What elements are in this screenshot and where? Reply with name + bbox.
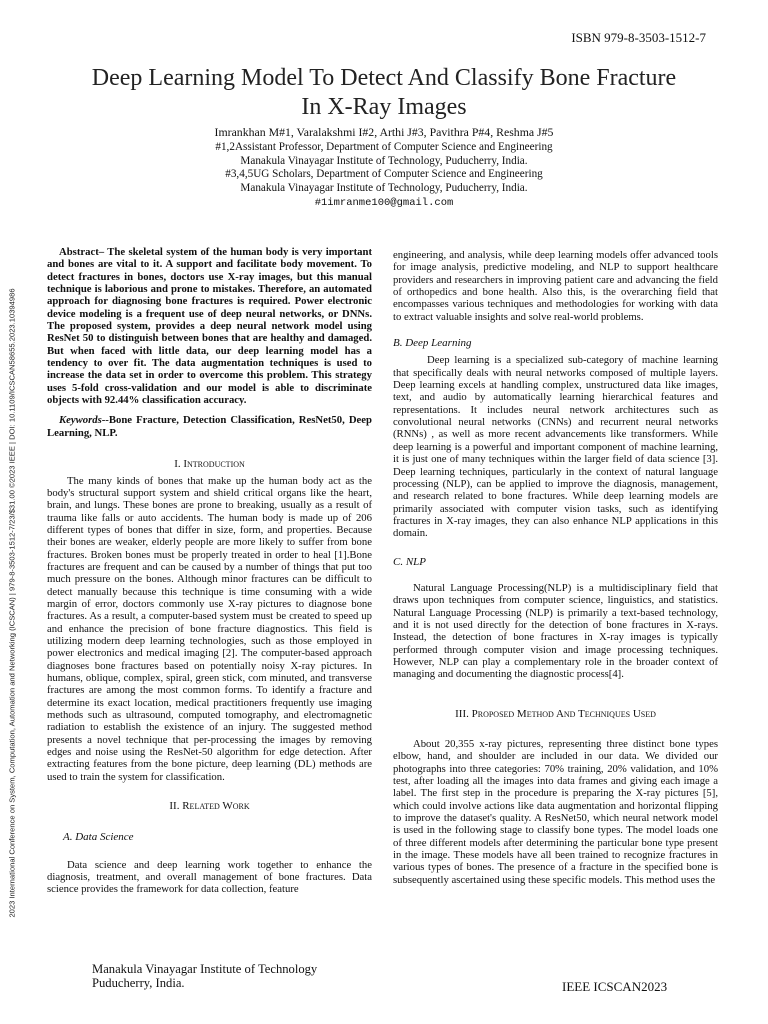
footer-institution-line-1: Manakula Vinayagar Institute of Technology [92,962,318,976]
affiliation-1: #1,2Assistant Professor, Department of Computer Science and Engineering [215,141,553,153]
author-list: Imrankhan M#1, Varalakshmi I#2, Arthi J#3, Pavithra P#4, Reshma J#5 [214,125,554,139]
right-column [393,249,718,886]
subsection-heading-deep-learning: B. Deep Learning [393,337,472,350]
title-line-1: Deep Learning Model To Detect And Classify Bone Fracture [91,65,677,91]
side-citation-text: 2023 International Conference on System, Computation, Automation and Networking (ICSCAN) | 979-8-3503-1512-7/23/$31.00 ©2023 IEEE | DOI: 10.1109/ICSCAN58655.2023.10394986 [7,288,17,918]
nlp-paragraph: Natural Language Processing(NLP) is a multidisciplinary field that draws upon techniques from computer science, linguistics, and statistics. Natural Language Processing (NLP) is primarily a text-based technology, and it is not used directly for the detection of bone fractures in X-rays. Instead, the detection of bone fractures in X-ray images is typically performed through computer vision and image processing techniques. However, NLP can play a complementary role in the broader context of managing and documenting the diagnostic process[4]. [393,581,718,681]
affiliation-4: Manakula Vinayagar Institute of Technology, Puducherry, India. [240,182,528,194]
keywords-label: Keywords [59,414,102,427]
section-heading-related-work: II. Related Work [169,800,250,813]
section-heading-introduction: I. Introduction [174,458,245,471]
proposed-method-paragraph: About 20,355 x-ray pictures, representing three distinct bone types elbow, hand, and shoulder are included in our data. We divided our photographs into three categories: 70% training, 20% validation, and 10% test, after loading all the images into data frames and giving each image a label. The first step in the procedure is preparing the X-ray pictures [5], which could involve actions like data augmentation and horizontal flipping to improve the dataset's quality. A ResNet50, which neural network model is used in the following stage to classify bone types. The model loads one of three different models after determining the particular bone type present in the image. These models have all been trained to recognize fractures in various types of bones. The presence of a fracture in the specified bone is subsequently ascertained using these specific models. This method uses the [393,738,718,886]
left-column [47,246,372,896]
section-heading-proposed-method: III. Proposed Method And Techniques Used [455,707,656,720]
footer-conference: IEEE ICSCAN2023 [562,979,668,994]
footer-institution [92,962,317,990]
affiliation-2: Manakula Vinayagar Institute of Technology, Puducherry, India. [240,155,528,167]
side-citation-strip [5,0,19,1024]
title-line-2: In X-Ray Images [301,94,467,120]
contact-email [40,195,728,210]
data-science-paragraph: Data science and deep learning work together to enhance the diagnosis, treatment, and overall management of bone fractures. Data science provides the framework for data collection, feature [47,858,372,896]
introduction-paragraph: The many kinds of bones that make up the human body act as the body's structural support system and shield critical organs like the heart, brain, and lungs. These bones are prone to breaking, usually as a result of trauma like falls or auto accidents. The human body is made up of 206 different types of bones that differ in size, form, and properties. Because their bones are weaker, elderly people are more likely to suffer from bone fractures. Broken bones must be properly treated in order to heal [1].Bone fractures are frequent and can be caused by a number of things that put too much pressure on the bones. Although minor fractures can be difficult to detect manually because this technique is time consuming with a wide margin of error, doctors commonly use X-ray pictures to diagnose bone fractures. As a result, a computer-based system must be created to speed up and enhance the precision of bone fracture diagnostics. This field is utilizing modern deep learning technologies, such as those employed in power electronics and medical imaging [2]. The computer-based approach diagnoses bone fractures based on potentially noisy X-ray pictures. In humans, oblique, complex, spiral, green stick, com minuted, and transverse fractures are among the most common forms. To identify a fracture and determine its exact location, medical practitioners frequently use imaging methods such as ultrasound, computed tomography, and electromagnetic radiation to establish the existence of an injury. The suggested method presents a novel technique that per-processing the images by removing edges and noise using the ResNet-50 algorithm for edge detection. After extracting features from the bone picture, deep learning (DL) methods are used to train the system for classification. [47,474,372,783]
subsection-heading-data-science: A. Data Science [63,831,134,844]
footer-institution-line-2: Puducherry, India. [92,976,185,990]
isbn-label: ISBN 979-8-3503-1512-7 [571,30,706,45]
subsection-heading-nlp: C. NLP [393,555,427,568]
paper-title [40,64,728,122]
deep-learning-paragraph: Deep learning is a specialized sub-category of machine learning that specifically deals with neural networks composed of multiple layers. Deep learning excels at handling complex, unstructured data like images, text, and audio by automatically learning hierarchical features and representations. It includes neural network architectures such as convolutional neural networks (CNNs) and recurrent neural networks (RNNs) , as well as more recent advancements like transformers. While deep learning is a powerful and important component of machine learning, it is just one of many techniques within the larger field of data science [3]. Deep learning techniques, particularly in the context of natural language processing (NLP), can be applied to improve the diagnosis, management, and research related to bone fractures. While deep learning models are primarily associated with computer vision tasks, such as identifying fractures in X-ray images, they can also enhance NLP applications in this domain. [393,354,718,540]
keywords-paragraph [47,414,372,439]
continued-paragraph: engineering, and analysis, while deep learning models offer advanced tools for image analysis, predictive modeling, and NLP to support healthcare providers and researchers in improving patient care and advancing the field of orthopedics and bone health. Also this, is the overarching field that encompasses various techniques and methodologies for working with data to extract valuable insights and solve real-world problems. [393,249,718,323]
email-text: #1imranme100@gmail.com [314,197,454,209]
abstract-paragraph: Abstract– The skeletal system of the human body is very important and bones are vital to it. A support and facilitate body movement. To detect fractures in bones, doctors use X-ray images, but this manual technique is laborious and prone to mistakes. Therefore, an automated approach for diagnosing bone fractures is required. Power electronic device modeling is a frequent use of deep neural networks, or DNNs. The proposed system, provides a deep neural network model using ResNet 50 to distinguish between bones that are healthy and damaged. But when faced with little data, our deep learning model has a tendency to over fit. The data augmentation techniques is used to increase the data set in order to overcome this problem. This strategy uses 5-fold cross-validation and our model is able to discriminate objects with 92.44% classification accuracy. [47,246,372,407]
keywords-text: --Bone Fracture, Detection Classification, ResNet50, Deep Learning, NLP. [47,414,372,439]
affiliation-3: #3,4,5UG Scholars, Department of Computer Science and Engineering [225,168,543,180]
